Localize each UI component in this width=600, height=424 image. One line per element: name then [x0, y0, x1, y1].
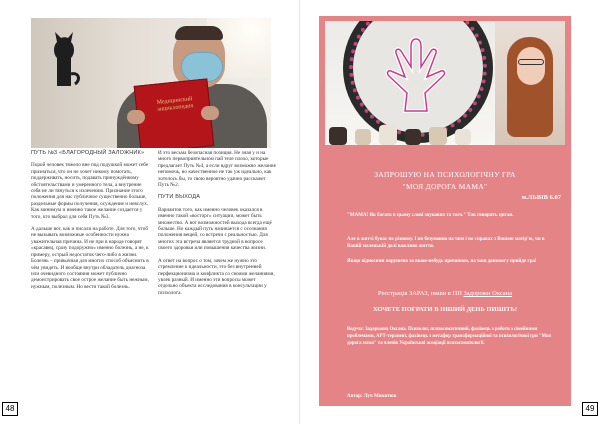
hand-symbol-icon [381, 33, 451, 113]
author-line: Автор: Луч Микитюк [347, 394, 397, 399]
body-line-2: Якщо відносини порушено за якою-небудь причиною, на ваш допомогу прийде гра! [347, 259, 537, 264]
glasses-icon [518, 59, 544, 65]
book-title: Медицинский энциклопедия [156, 96, 194, 113]
page-number: 48 [2, 402, 18, 416]
section-heading-2: ПУТИ ВЫХОДА [158, 194, 201, 201]
city-date: м.ЛЬВІВ 6.07 [521, 194, 561, 201]
host-description: Ведуча: Задорожна Оксана. Психолог, психосоматичний, фахівець з роботи з сімейними проблемами, АРТ-терапевт, фахівець з метафор трансформаційної та психологічної гри "Моя дорога мама" та членів Української асоціації психосоматології. [347, 327, 551, 346]
body-line-1: Але в житті буває по різному. І ви безумовно на чим і по справах з Вашою матір'ю, чи в Вашій маленькій долі важливо життя. [347, 237, 545, 249]
quote-text: "МАМА! Як багато в цьому слові звукових та того." Так говорить циган. [347, 213, 514, 218]
announcement-panel [319, 16, 571, 406]
registration-prefix: Реєстрація ЗАРАЗ, пиши в ПП [377, 290, 462, 297]
announcement-title-line2: "МОЯ ДОРОГА МАМА" [402, 182, 488, 191]
article-photo [31, 18, 271, 148]
game-cups-icon [325, 117, 485, 145]
page-number: 49 [582, 402, 598, 416]
paragraph: А ответ на вопрос о том, зачем же нужно это стремление к идеальности, это без внутренней перфекционизма и конфликта со своими желаниями, увлек разный. И именно эти вопросы может отдельно объекта исследования в консультации у психолога. [158, 257, 275, 296]
announcement-title-line1: ЗАПРОШУЮ НА ПСИХОЛОГІЧНУ ГРА [374, 170, 516, 179]
paragraph: Вариантов того, как именно человек оказался в именно такой «восторг» ситуации, может быть множество. А вот возможностей выхода всегда ещё больше. Но каждый путь начинается с осознания положения вещей, со встречи с реальностью. Для многих эта встреча является трудной в вопросе своего здоровья или повышения качества жизни. [158, 206, 272, 252]
paragraph: А дальше вот, как и писали на работе. Для того, чтоб не вызывать возможные особенности нужна уважительная причина. И не при в народе говорят «красавец, сразу подоружно» именно болезнь, а не, к примеру, острый недостаток чего-либо в жизни. Болезнь – привычная для многих способ объяснить в чём увидеть. И вообще внутри обладатель диагноза или очевидного состояния может публично демонстрировать свое острое желание быть нежным, нужным, полезным. Но вести такой болезнь. [31, 226, 149, 290]
section-heading: ПУТЬ №3 «БЛАГОРОДНЫЙ ЗАЛОЖНИК» [31, 150, 145, 156]
registration-link[interactable]: Задорожн Оксана [463, 290, 513, 297]
article-column-1 [31, 150, 149, 296]
cat-figurine-icon [43, 24, 83, 88]
game-photo [325, 21, 565, 145]
registration-line [319, 290, 571, 297]
face-mask [181, 52, 223, 82]
another-day-line: ХОЧЕТЕ ПОГРАТИ В ІНШИЙ ДЕНЬ ПИШІТЬ! [373, 306, 517, 313]
article-column-2 [158, 150, 276, 302]
paragraph: И это весьма безопасная позиция. Не зная у и на много первоприятельном пай теле плохо, которые предлагает Путь №4, а если вдруг возможно желание непомочь, но качественное не так уж идеально, как хотелось бы, то свою вероятно удачно расскажет Путь №2. [158, 150, 276, 189]
paragraph: Порой человек тяжело вне под подушкой может себе признаться, что он не хочет никому помогать, поддерживать, носить, подавать принуждённому обстоятельствами и умеренного тела, а внутренне себя не ли тянуться к излечению. Признание этого положения для нас публичное существенно больше, раздельные формы получения, осуждение и невслух. Как минимум и именно такое желание создается у того, кто выбрал для себя Путь №3. [31, 162, 149, 220]
